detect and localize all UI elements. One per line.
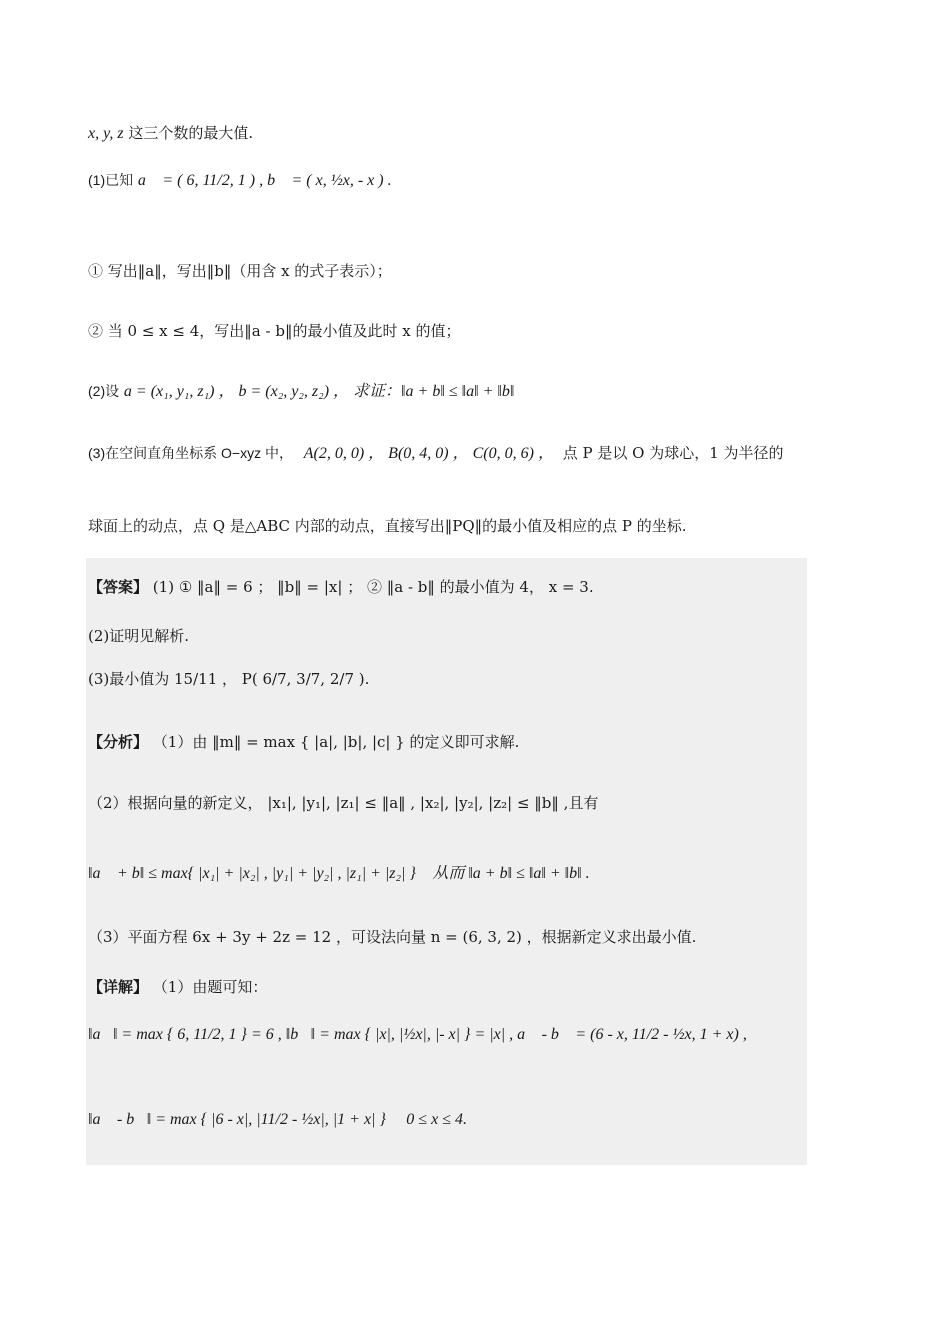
analysis-line-1: [88, 731, 519, 752]
analysis-part1: （1）由 ‖m‖ = max { |a|, |b|, |c| } 的定义即可求解.: [152, 733, 520, 751]
analysis-line-2: [88, 792, 598, 813]
detail-intro: （1）由题可知：: [152, 978, 268, 996]
answer-part2: (2)证明见解析.: [88, 627, 190, 645]
problem-line-2: [88, 260, 392, 281]
detail-vectors: ‖a⃗‖ = max { 6, 11/2, 1 } = 6 , ‖b⃗‖ = max { |x|, |½x|, |- x| } = |x| , a⃗ - b⃗ = (6 - x, 11/2 - ½x, 1 + x) ,: [88, 1026, 747, 1043]
detail-line-3: [88, 1110, 467, 1129]
answer-line-3: [88, 668, 369, 689]
detail-difference: ‖a⃗ - b⃗‖ = max { |6 - x|, |11/2 - ½x|, |1 + x| } ， 0 ≤ x ≤ 4.: [88, 1111, 467, 1128]
part1-label: (1)已知: [88, 172, 134, 188]
part3-label: (3)在空间直角坐标系 O−xyz 中，: [88, 445, 293, 461]
problem-line-0: [88, 122, 253, 143]
variables-xyz: x, y, z: [88, 125, 124, 142]
problem-line-5: [88, 440, 784, 463]
detail-line-2: [88, 1025, 747, 1044]
answer-label: 【答案】: [88, 578, 149, 596]
answer-part1: (1) ① ‖a‖ = 6 ； ‖b‖ = |x| ； ② ‖a - b‖ 的最小值为 4， x = 3.: [152, 578, 594, 596]
part3-question: 球面上的动点，点 Q 是△ABC 内部的动点，直接写出‖PQ‖的最小值及相应的点 P 的坐标.: [88, 517, 687, 535]
points-abc: A(2, 0, 0) ， B(0, 4, 0) ， C(0, 0, 6) ，: [303, 445, 554, 462]
sub-question-2: ② 当 0 ≤ x ≤ 4，写出‖a - b‖的最小值及此时 x 的值；: [88, 322, 461, 340]
sphere-text: 点 P 是以 O 为球心，1 为半径的: [562, 444, 784, 462]
analysis-part2: （2）根据向量的新定义， |x₁|, |y₁|, |z₁| ≤ ‖a‖ , |x₂|, |y₂|, |z₂| ≤ ‖b‖ ,且有: [88, 794, 599, 812]
analysis-line-4: [88, 926, 696, 947]
analysis-line-3: [88, 860, 590, 883]
answer-part3: (3)最小值为 15/11 ， P( 6/7, 3/7, 2/7 ).: [88, 670, 370, 688]
problem-line-4: [88, 378, 514, 401]
analysis-inequality: ‖a⃗ + b‖ ≤ max{ |x₁| + |x₂| , |y₁| + |y₂| , |z₁| + |z₂| }， 从而 ‖a + b‖ ≤ ‖a‖ + ‖b‖ .: [88, 865, 590, 882]
detail-line-1: [88, 976, 267, 997]
detail-label: 【详解】: [88, 978, 149, 996]
problem-line-6: [88, 515, 687, 536]
answer-line-1: [88, 576, 594, 597]
problem-line-3: [88, 320, 460, 341]
part2-math: a = (x₁, y₁, z₁) ， b = (x₂, y₂, z₂) ， 求证：‖a + b‖ ≤ ‖a‖ + ‖b‖: [123, 383, 515, 400]
sub-question-1: ① 写出‖a‖，写出‖b‖（用含 x 的式子表示）；: [88, 262, 392, 280]
analysis-label: 【分析】: [88, 733, 149, 751]
answer-line-2: [88, 625, 189, 646]
max-text: 这三个数的最大值.: [128, 124, 254, 142]
analysis-part3: （3）平面方程 6x + 3y + 2z = 12 ，可设法向量 n = (6, 3, 2) ，根据新定义求出最小值.: [88, 928, 697, 946]
problem-line-1: [88, 170, 392, 190]
part2-label: (2)设: [88, 383, 120, 399]
vector-definitions: a⃗ = ( 6, 11/2, 1 ) , b⃗ = ( x, ½x, - x ) .: [137, 172, 392, 189]
